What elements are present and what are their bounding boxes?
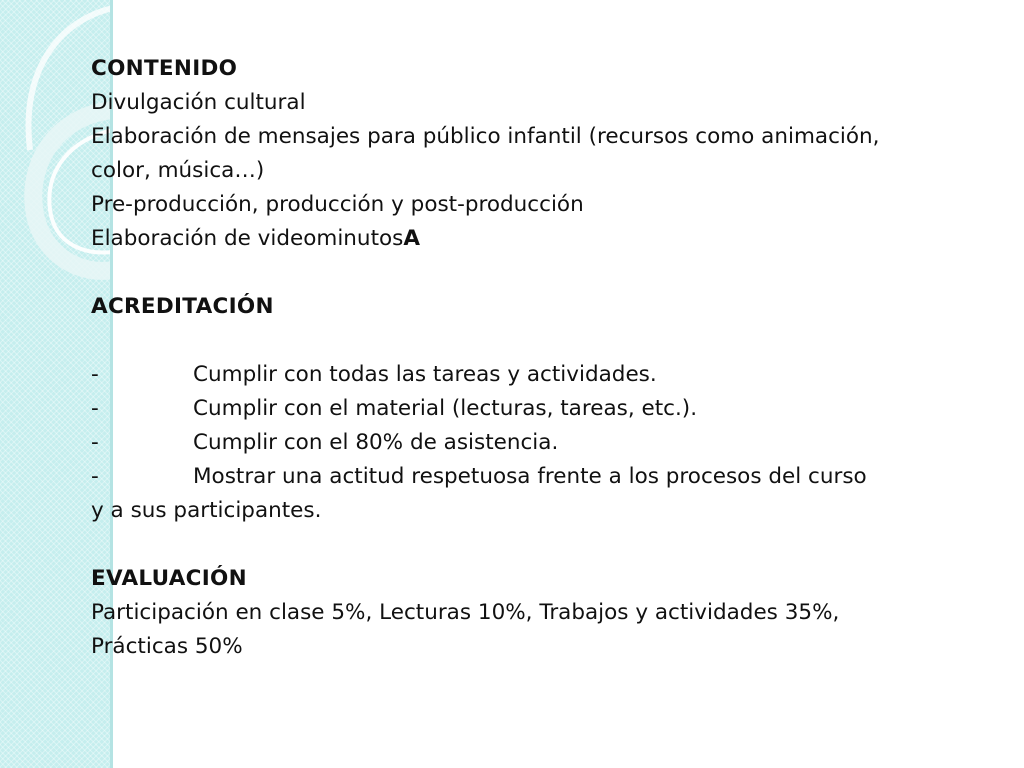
acreditacion-continuation: y a sus participantes. [91, 498, 322, 523]
contenido-line: color, música…) [91, 158, 265, 183]
bullet-text: Cumplir con el 80% de asistencia. [193, 430, 559, 455]
acreditacion-bullet [91, 392, 991, 426]
contenido-line-last [91, 222, 991, 256]
contenido-line: Pre-producción, producción y post-producción [91, 192, 584, 217]
evaluacion-line: Participación en clase 5%, Lecturas 10%, Trabajos y actividades 35%, [91, 600, 840, 625]
slide-body [91, 52, 991, 664]
acreditacion-heading: ACREDITACIÓN [91, 294, 274, 319]
evaluacion-heading: EVALUACIÓN [91, 566, 247, 591]
contenido-line: Divulgación cultural [91, 90, 306, 115]
bullet-text: Cumplir con todas las tareas y actividades. [193, 362, 657, 387]
bullet-dash: - [91, 430, 99, 455]
bullet-text: Mostrar una actitud respetuosa frente a los procesos del curso [193, 464, 867, 489]
spacer [91, 324, 991, 358]
evaluacion-line: Prácticas 50% [91, 634, 243, 659]
bullet-dash: - [91, 396, 99, 421]
acreditacion-bullet [91, 358, 991, 392]
spacer [91, 256, 991, 290]
acreditacion-bullet [91, 460, 991, 494]
contenido-last-text: Elaboración de videominutos [91, 226, 404, 251]
contenido-heading: CONTENIDO [91, 56, 238, 81]
spacer [91, 528, 991, 562]
bullet-dash: - [91, 464, 99, 489]
bullet-text: Cumplir con el material (lecturas, tareas, etc.). [193, 396, 698, 421]
acreditacion-bullet [91, 426, 991, 460]
contenido-line: Elaboración de mensajes para público infantil (recursos como animación, [91, 124, 880, 149]
contenido-last-suffix: A [403, 226, 420, 251]
bullet-dash: - [91, 362, 99, 387]
